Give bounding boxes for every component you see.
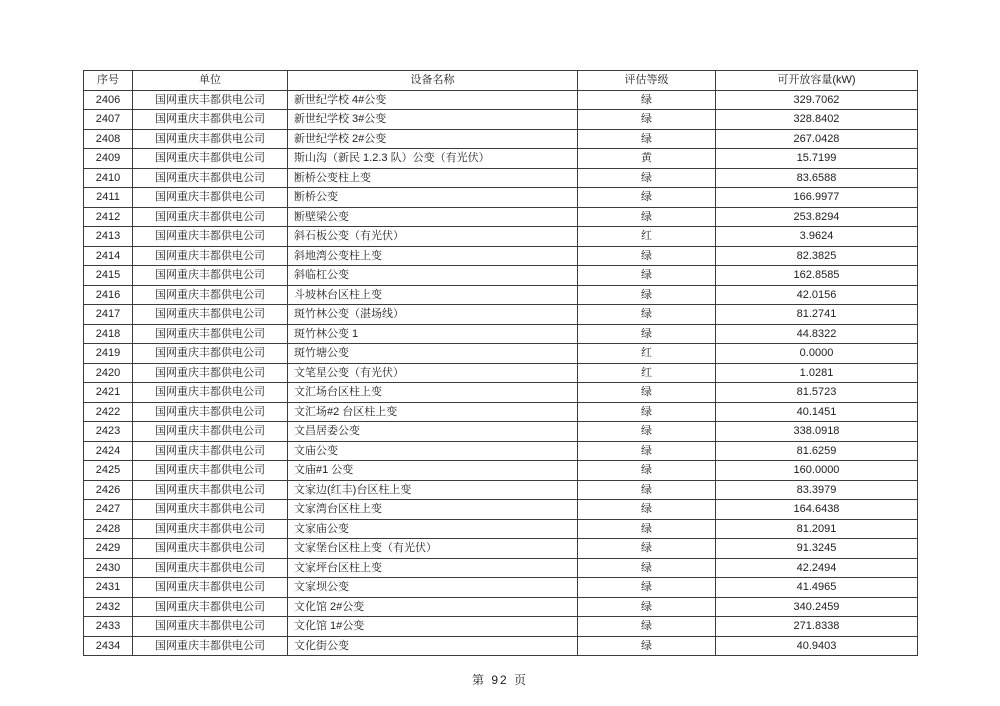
page-number: 第 92 页 — [471, 673, 529, 687]
cell-seq: 2408 — [84, 129, 133, 149]
cell-device: 文家坝公变 — [288, 578, 578, 598]
cell-unit: 国网重庆丰都供电公司 — [133, 227, 288, 247]
cell-unit: 国网重庆丰都供电公司 — [133, 402, 288, 422]
cell-unit: 国网重庆丰都供电公司 — [133, 539, 288, 559]
cell-capacity: 164.6438 — [716, 500, 918, 520]
cell-grade: 绿 — [578, 422, 716, 442]
cell-grade: 绿 — [578, 636, 716, 656]
cell-seq: 2425 — [84, 461, 133, 481]
cell-device: 文化馆 1#公变 — [288, 617, 578, 637]
cell-capacity: 340.2459 — [716, 597, 918, 617]
cell-unit: 国网重庆丰都供电公司 — [133, 285, 288, 305]
cell-device: 文家堡台区柱上变（有光伏） — [288, 539, 578, 559]
cell-grade: 绿 — [578, 539, 716, 559]
cell-unit: 国网重庆丰都供电公司 — [133, 207, 288, 227]
table-row — [84, 266, 918, 286]
header-row — [84, 71, 918, 91]
table-row — [84, 305, 918, 325]
cell-device: 文庙公变 — [288, 441, 578, 461]
cell-device: 斑竹塘公变 — [288, 344, 578, 364]
cell-grade: 绿 — [578, 188, 716, 208]
cell-device: 文家边(红丰)台区柱上变 — [288, 480, 578, 500]
cell-unit: 国网重庆丰都供电公司 — [133, 480, 288, 500]
cell-capacity: 0.0000 — [716, 344, 918, 364]
cell-seq: 2415 — [84, 266, 133, 286]
cell-capacity: 15.7199 — [716, 149, 918, 169]
table-row — [84, 363, 918, 383]
table-row — [84, 617, 918, 637]
cell-unit: 国网重庆丰都供电公司 — [133, 422, 288, 442]
cell-grade: 绿 — [578, 168, 716, 188]
cell-unit: 国网重庆丰都供电公司 — [133, 246, 288, 266]
cell-seq: 2414 — [84, 246, 133, 266]
cell-unit: 国网重庆丰都供电公司 — [133, 363, 288, 383]
table-row — [84, 383, 918, 403]
cell-device: 斜石板公变（有光伏） — [288, 227, 578, 247]
cell-seq: 2423 — [84, 422, 133, 442]
table-row — [84, 519, 918, 539]
cell-seq: 2429 — [84, 539, 133, 559]
cell-device: 斜地湾公变柱上变 — [288, 246, 578, 266]
cell-seq: 2411 — [84, 188, 133, 208]
cell-unit: 国网重庆丰都供电公司 — [133, 344, 288, 364]
cell-grade: 绿 — [578, 129, 716, 149]
table-row — [84, 90, 918, 110]
cell-grade: 红 — [578, 363, 716, 383]
cell-grade: 绿 — [578, 285, 716, 305]
table-row — [84, 578, 918, 598]
cell-unit: 国网重庆丰都供电公司 — [133, 168, 288, 188]
cell-unit: 国网重庆丰都供电公司 — [133, 383, 288, 403]
cell-capacity: 81.6259 — [716, 441, 918, 461]
cell-unit: 国网重庆丰都供电公司 — [133, 500, 288, 520]
cell-capacity: 83.3979 — [716, 480, 918, 500]
cell-grade: 绿 — [578, 402, 716, 422]
cell-grade: 绿 — [578, 324, 716, 344]
cell-seq: 2413 — [84, 227, 133, 247]
cell-capacity: 44.8322 — [716, 324, 918, 344]
cell-grade: 绿 — [578, 207, 716, 227]
table-row — [84, 168, 918, 188]
cell-device: 新世纪学校 3#公变 — [288, 110, 578, 130]
column-header-capacity: 可开放容量(kW) — [716, 71, 918, 91]
cell-unit: 国网重庆丰都供电公司 — [133, 636, 288, 656]
cell-seq: 2422 — [84, 402, 133, 422]
cell-seq: 2427 — [84, 500, 133, 520]
cell-grade: 绿 — [578, 617, 716, 637]
capacity-table — [83, 70, 918, 656]
cell-seq: 2412 — [84, 207, 133, 227]
cell-unit: 国网重庆丰都供电公司 — [133, 519, 288, 539]
cell-grade: 红 — [578, 227, 716, 247]
cell-seq: 2417 — [84, 305, 133, 325]
cell-seq: 2416 — [84, 285, 133, 305]
cell-device: 文家庙公变 — [288, 519, 578, 539]
cell-device: 断桥公变柱上变 — [288, 168, 578, 188]
cell-device: 斑竹林公变（湛场线） — [288, 305, 578, 325]
cell-grade: 绿 — [578, 461, 716, 481]
cell-unit: 国网重庆丰都供电公司 — [133, 461, 288, 481]
table-row — [84, 149, 918, 169]
table-row — [84, 597, 918, 617]
cell-capacity: 160.0000 — [716, 461, 918, 481]
cell-grade: 绿 — [578, 246, 716, 266]
table-row — [84, 461, 918, 481]
cell-capacity: 91.3245 — [716, 539, 918, 559]
table-row — [84, 246, 918, 266]
cell-device: 文昌居委公变 — [288, 422, 578, 442]
cell-capacity: 42.0156 — [716, 285, 918, 305]
cell-grade: 绿 — [578, 480, 716, 500]
cell-capacity: 253.8294 — [716, 207, 918, 227]
table-row — [84, 539, 918, 559]
cell-unit: 国网重庆丰都供电公司 — [133, 617, 288, 637]
cell-capacity: 3.9624 — [716, 227, 918, 247]
cell-grade: 绿 — [578, 383, 716, 403]
cell-seq: 2424 — [84, 441, 133, 461]
cell-grade: 绿 — [578, 110, 716, 130]
cell-seq: 2410 — [84, 168, 133, 188]
cell-unit: 国网重庆丰都供电公司 — [133, 90, 288, 110]
column-header-unit: 单位 — [133, 71, 288, 91]
cell-capacity: 162.8585 — [716, 266, 918, 286]
cell-capacity: 40.9403 — [716, 636, 918, 656]
cell-capacity: 81.5723 — [716, 383, 918, 403]
cell-unit: 国网重庆丰都供电公司 — [133, 149, 288, 169]
cell-device: 文汇场#2 台区柱上变 — [288, 402, 578, 422]
cell-device: 文汇场台区柱上变 — [288, 383, 578, 403]
cell-grade: 绿 — [578, 90, 716, 110]
cell-capacity: 82.3825 — [716, 246, 918, 266]
table-row — [84, 285, 918, 305]
cell-device: 斜临杠公变 — [288, 266, 578, 286]
cell-unit: 国网重庆丰都供电公司 — [133, 110, 288, 130]
cell-seq: 2421 — [84, 383, 133, 403]
cell-capacity: 271.8338 — [716, 617, 918, 637]
table-row — [84, 402, 918, 422]
table-row — [84, 441, 918, 461]
cell-grade: 红 — [578, 344, 716, 364]
table-row — [84, 422, 918, 442]
cell-capacity: 40.1451 — [716, 402, 918, 422]
column-header-device: 设备名称 — [288, 71, 578, 91]
cell-grade: 绿 — [578, 558, 716, 578]
cell-grade: 绿 — [578, 519, 716, 539]
cell-seq: 2409 — [84, 149, 133, 169]
column-header-seq: 序号 — [84, 71, 133, 91]
cell-unit: 国网重庆丰都供电公司 — [133, 324, 288, 344]
column-header-grade: 评估等级 — [578, 71, 716, 91]
table-row — [84, 636, 918, 656]
cell-device: 斗坡林台区柱上变 — [288, 285, 578, 305]
table-header — [84, 71, 918, 91]
table-row — [84, 558, 918, 578]
cell-grade: 绿 — [578, 578, 716, 598]
cell-capacity: 41.4965 — [716, 578, 918, 598]
cell-seq: 2406 — [84, 90, 133, 110]
table-row — [84, 500, 918, 520]
cell-seq: 2428 — [84, 519, 133, 539]
cell-capacity: 83.6588 — [716, 168, 918, 188]
cell-seq: 2432 — [84, 597, 133, 617]
cell-grade: 绿 — [578, 441, 716, 461]
cell-seq: 2420 — [84, 363, 133, 383]
cell-unit: 国网重庆丰都供电公司 — [133, 597, 288, 617]
cell-grade: 黄 — [578, 149, 716, 169]
cell-device: 文庙#1 公变 — [288, 461, 578, 481]
table-row — [84, 207, 918, 227]
cell-unit: 国网重庆丰都供电公司 — [133, 266, 288, 286]
cell-seq: 2434 — [84, 636, 133, 656]
cell-unit: 国网重庆丰都供电公司 — [133, 188, 288, 208]
cell-device: 文家湾台区柱上变 — [288, 500, 578, 520]
table-row — [84, 110, 918, 130]
cell-grade: 绿 — [578, 266, 716, 286]
cell-device: 斯山沟（新民 1.2.3 队）公变（有光伏） — [288, 149, 578, 169]
cell-capacity: 329.7062 — [716, 90, 918, 110]
cell-unit: 国网重庆丰都供电公司 — [133, 441, 288, 461]
cell-seq: 2433 — [84, 617, 133, 637]
cell-device: 文笔星公变（有光伏） — [288, 363, 578, 383]
table-row — [84, 344, 918, 364]
cell-unit: 国网重庆丰都供电公司 — [133, 305, 288, 325]
table-row — [84, 129, 918, 149]
cell-unit: 国网重庆丰都供电公司 — [133, 129, 288, 149]
cell-seq: 2431 — [84, 578, 133, 598]
cell-device: 文化馆 2#公变 — [288, 597, 578, 617]
cell-device: 断壁梁公变 — [288, 207, 578, 227]
cell-seq: 2430 — [84, 558, 133, 578]
table-row — [84, 324, 918, 344]
cell-device: 新世纪学校 2#公变 — [288, 129, 578, 149]
cell-grade: 绿 — [578, 305, 716, 325]
cell-capacity: 267.0428 — [716, 129, 918, 149]
cell-unit: 国网重庆丰都供电公司 — [133, 558, 288, 578]
cell-device: 文家坪台区柱上变 — [288, 558, 578, 578]
cell-capacity: 328.8402 — [716, 110, 918, 130]
cell-seq: 2407 — [84, 110, 133, 130]
cell-device: 断桥公变 — [288, 188, 578, 208]
cell-capacity: 81.2741 — [716, 305, 918, 325]
table-row — [84, 480, 918, 500]
cell-capacity: 166.9977 — [716, 188, 918, 208]
cell-device: 新世纪学校 4#公变 — [288, 90, 578, 110]
cell-seq: 2426 — [84, 480, 133, 500]
cell-device: 文化街公变 — [288, 636, 578, 656]
cell-grade: 绿 — [578, 597, 716, 617]
cell-capacity: 42.2494 — [716, 558, 918, 578]
table-body — [84, 90, 918, 656]
cell-seq: 2418 — [84, 324, 133, 344]
table-row — [84, 188, 918, 208]
cell-device: 斑竹林公变 1 — [288, 324, 578, 344]
cell-unit: 国网重庆丰都供电公司 — [133, 578, 288, 598]
cell-capacity: 1.0281 — [716, 363, 918, 383]
cell-grade: 绿 — [578, 500, 716, 520]
cell-capacity: 81.2091 — [716, 519, 918, 539]
cell-capacity: 338.0918 — [716, 422, 918, 442]
table-row — [84, 227, 918, 247]
cell-seq: 2419 — [84, 344, 133, 364]
